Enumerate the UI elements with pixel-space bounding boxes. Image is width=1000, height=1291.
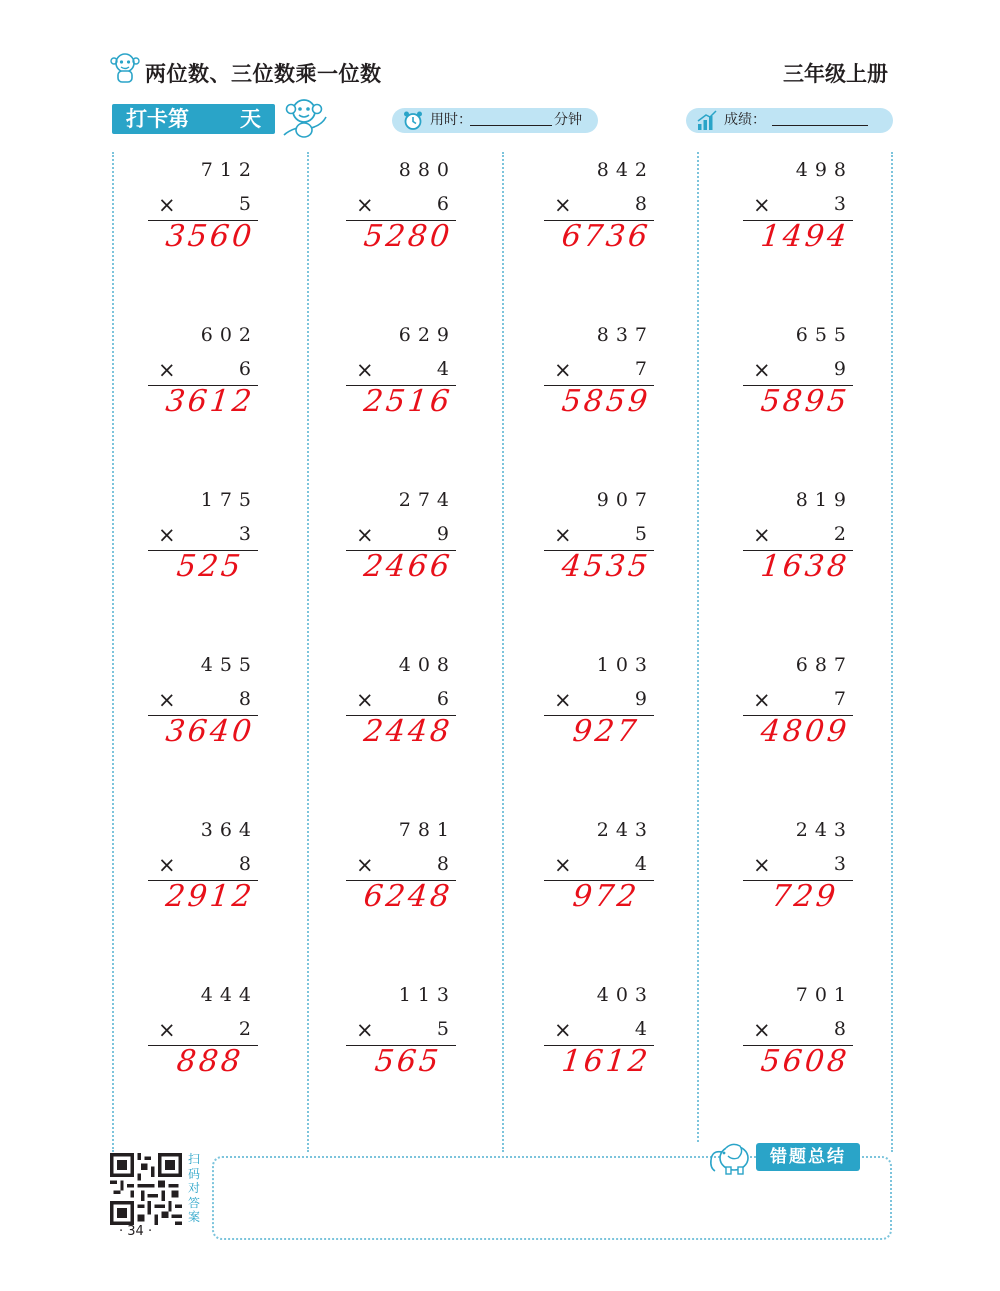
multiply-sign: ×	[753, 853, 771, 877]
multiplication-problem	[544, 978, 664, 1088]
multiplier: 8	[634, 193, 647, 215]
multiplication-problem	[544, 813, 664, 923]
error-summary-label: 错题总结	[756, 1143, 860, 1171]
grade-label: 三年级上册	[783, 62, 888, 86]
handwritten-answer: 2466	[361, 549, 455, 584]
multiplier: 4	[436, 358, 449, 380]
handwritten-answer: 2912	[163, 879, 257, 914]
handwritten-answer: 888	[175, 1044, 245, 1079]
checkin-day-box	[112, 104, 275, 134]
multiplier: 7	[634, 358, 647, 380]
multiply-sign: ×	[158, 523, 176, 547]
handwritten-answer: 5895	[758, 384, 852, 419]
scan-for-answers-label: 扫码对答案	[187, 1152, 200, 1224]
time-unit-label: 分钟	[554, 112, 582, 128]
multiply-sign: ×	[554, 358, 572, 382]
multiplicand: 455	[200, 654, 258, 676]
multiplication-problem	[743, 813, 863, 923]
multiplicand: 243	[596, 819, 654, 841]
multiplicand: 655	[795, 324, 853, 346]
handwritten-answer: 2448	[361, 714, 455, 749]
multiplicand: 243	[795, 819, 853, 841]
time-used-field	[392, 108, 598, 133]
checkin-day-suffix: 天	[240, 107, 261, 131]
handwritten-answer: 927	[571, 714, 641, 749]
multiplicand: 781	[398, 819, 456, 841]
handwritten-answer: 2516	[361, 384, 455, 419]
multiplier: 2	[833, 523, 846, 545]
multiply-sign: ×	[356, 1018, 374, 1042]
multiplier: 3	[833, 853, 846, 875]
handwritten-answer: 3612	[163, 384, 257, 419]
multiply-sign: ×	[753, 1018, 771, 1042]
handwritten-answer: 1638	[758, 549, 852, 584]
multiplication-problem	[544, 318, 664, 428]
multiplier: 6	[238, 358, 251, 380]
multiply-sign: ×	[753, 358, 771, 382]
multiply-sign: ×	[753, 523, 771, 547]
multiplication-problem	[346, 813, 466, 923]
multiplication-problem	[148, 813, 268, 923]
handwritten-answer: 4809	[758, 714, 852, 749]
multiply-sign: ×	[356, 688, 374, 712]
multiplication-problem	[743, 978, 863, 1088]
multiplier: 5	[238, 193, 251, 215]
handwritten-answer: 3640	[163, 714, 257, 749]
multiplicand: 498	[795, 159, 853, 181]
multiplicand: 274	[398, 489, 456, 511]
bar-chart-icon	[696, 110, 718, 131]
multiplier: 4	[634, 1018, 647, 1040]
multiplier: 8	[436, 853, 449, 875]
score-field	[686, 108, 893, 133]
multiplicand: 880	[398, 159, 456, 181]
multiplier: 9	[833, 358, 846, 380]
multiplier: 3	[833, 193, 846, 215]
handwritten-answer: 972	[571, 879, 641, 914]
multiplication-problem	[544, 153, 664, 263]
multiplication-problem	[544, 648, 664, 758]
multiplicand: 842	[596, 159, 654, 181]
multiply-sign: ×	[753, 193, 771, 217]
score-label: 成绩：	[724, 112, 766, 128]
multiplier: 7	[833, 688, 846, 710]
multiplier: 6	[436, 193, 449, 215]
grid-divider-right	[891, 152, 893, 1152]
multiplication-problem	[148, 153, 268, 263]
multiplication-problem	[346, 318, 466, 428]
handwritten-answer: 525	[175, 549, 245, 584]
multiply-sign: ×	[753, 688, 771, 712]
multiplicand: 837	[596, 324, 654, 346]
multiplier: 6	[436, 688, 449, 710]
multiplication-problem	[148, 483, 268, 593]
multiplicand: 907	[596, 489, 654, 511]
multiplication-problem	[346, 153, 466, 263]
multiply-sign: ×	[356, 523, 374, 547]
monkey-mascot-icon	[280, 95, 332, 139]
multiplier: 9	[436, 523, 449, 545]
multiplier: 5	[634, 523, 647, 545]
elephant-icon	[706, 1138, 752, 1176]
grid-divider-1	[307, 152, 309, 1152]
handwritten-answer: 565	[373, 1044, 443, 1079]
multiplication-problem	[743, 153, 863, 263]
multiplication-problem	[148, 648, 268, 758]
handwritten-answer: 1612	[559, 1044, 653, 1079]
worksheet-title: 两位数、三位数乘一位数	[145, 62, 382, 86]
multiply-sign: ×	[554, 193, 572, 217]
multiply-sign: ×	[158, 853, 176, 877]
grid-divider-left	[112, 152, 114, 1152]
checkin-day-label: 打卡第	[126, 107, 189, 131]
multiplicand: 113	[398, 984, 456, 1006]
handwritten-answer: 3560	[163, 219, 257, 254]
multiplier: 2	[238, 1018, 251, 1040]
multiplicand: 403	[596, 984, 654, 1006]
multiplier: 9	[634, 688, 647, 710]
multiplicand: 103	[596, 654, 654, 676]
multiplication-problem	[148, 318, 268, 428]
multiplier: 8	[238, 853, 251, 875]
handwritten-answer: 4535	[559, 549, 653, 584]
multiplication-problem	[743, 483, 863, 593]
multiplier: 8	[833, 1018, 846, 1040]
multiply-sign: ×	[158, 358, 176, 382]
multiplication-problem	[148, 978, 268, 1088]
multiplier: 5	[436, 1018, 449, 1040]
multiplicand: 712	[200, 159, 258, 181]
handwritten-answer: 6736	[559, 219, 653, 254]
multiplication-problem	[346, 648, 466, 758]
mascot-logo-icon	[108, 52, 142, 84]
grid-divider-2	[502, 152, 504, 1152]
time-used-label: 用时：	[430, 112, 472, 128]
multiplicand: 175	[200, 489, 258, 511]
multiplication-problem	[743, 318, 863, 428]
multiplicand: 364	[200, 819, 258, 841]
multiply-sign: ×	[554, 688, 572, 712]
multiply-sign: ×	[356, 853, 374, 877]
multiplication-problem	[346, 978, 466, 1088]
multiplier: 4	[634, 853, 647, 875]
score-blank[interactable]	[772, 125, 868, 126]
multiply-sign: ×	[554, 1018, 572, 1042]
multiply-sign: ×	[356, 193, 374, 217]
multiplier: 8	[238, 688, 251, 710]
multiply-sign: ×	[554, 853, 572, 877]
multiplication-problem	[544, 483, 664, 593]
handwritten-answer: 729	[770, 879, 840, 914]
multiplication-problem	[346, 483, 466, 593]
multiplier: 3	[238, 523, 251, 545]
multiplication-problem	[743, 648, 863, 758]
alarm-clock-icon	[402, 110, 424, 131]
multiplicand: 444	[200, 984, 258, 1006]
multiply-sign: ×	[356, 358, 374, 382]
qr-code-icon[interactable]	[110, 1153, 182, 1225]
multiply-sign: ×	[554, 523, 572, 547]
multiplicand: 819	[795, 489, 853, 511]
handwritten-answer: 1494	[758, 219, 852, 254]
page-number: · 34 ·	[119, 1224, 153, 1239]
handwritten-answer: 6248	[361, 879, 455, 914]
multiplicand: 408	[398, 654, 456, 676]
multiply-sign: ×	[158, 1018, 176, 1042]
time-used-blank[interactable]	[470, 125, 552, 126]
multiplicand: 629	[398, 324, 456, 346]
handwritten-answer: 5280	[361, 219, 455, 254]
multiplicand: 602	[200, 324, 258, 346]
multiply-sign: ×	[158, 688, 176, 712]
handwritten-answer: 5859	[559, 384, 653, 419]
multiplicand: 701	[795, 984, 853, 1006]
grid-divider-3	[697, 152, 699, 1142]
multiplicand: 687	[795, 654, 853, 676]
multiply-sign: ×	[158, 193, 176, 217]
handwritten-answer: 5608	[758, 1044, 852, 1079]
